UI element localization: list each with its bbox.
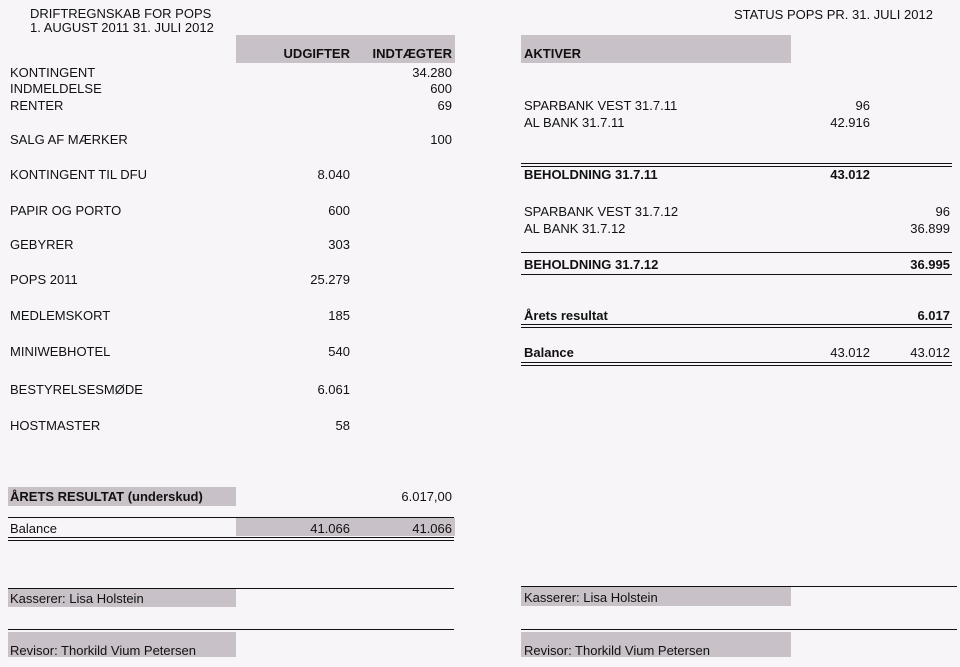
status-balance-value-2: 43.012: [910, 345, 950, 360]
cashier-signature: Kasserer: Lisa Holstein: [10, 591, 144, 606]
row-value: 42.916: [830, 115, 870, 130]
status-balance-value-1: 43.012: [830, 345, 870, 360]
row-label: GEBYRER: [10, 237, 74, 252]
row-label: KONTINGENT TIL DFU: [10, 167, 147, 182]
holding-2011-label: BEHOLDNING 31.7.11: [524, 167, 658, 182]
auditor-sign-line: [8, 629, 454, 630]
holding-2011-value: 43.012: [830, 167, 870, 182]
income-balance-label: Balance: [10, 521, 57, 536]
col-income-header: INDTÆGTER: [372, 46, 452, 61]
balance-bottom-rule: [8, 537, 454, 541]
row-value: 36.899: [910, 221, 950, 236]
holding-2012-rule: [521, 252, 952, 253]
row-label: SPARBANK VEST 31.7.11: [524, 98, 678, 113]
row-expense: 8.040: [317, 167, 350, 182]
document-title: DRIFTREGNSKAB FOR POPS: [30, 6, 212, 21]
row-label: AL BANK 31.7.11: [524, 115, 625, 130]
row-label: MINIWEBHOTEL: [10, 344, 111, 359]
row-expense: 58: [335, 418, 350, 433]
row-expense: 600: [328, 203, 350, 218]
row-label: KONTINGENT: [10, 65, 96, 80]
row-label: POPS 2011: [10, 272, 78, 287]
holding-2012-value: 36.995: [910, 257, 950, 272]
row-expense: 303: [328, 237, 350, 252]
row-expense: 25.279: [310, 272, 350, 287]
row-label: BESTYRELSESMØDE: [10, 382, 143, 397]
status-balance-label: Balance: [524, 345, 574, 360]
row-label: RENTER: [10, 98, 64, 113]
income-balance-expense: 41.066: [310, 521, 350, 536]
cashier-signature-right: Kasserer: Lisa Holstein: [524, 590, 658, 605]
holding-2012-bottom-rule: [521, 274, 952, 275]
row-value: 96: [855, 98, 870, 113]
holding-2012-label: BEHOLDNING 31.7.12: [524, 257, 659, 272]
auditor-signature-right: Revisor: Thorkild Vium Petersen: [524, 643, 710, 658]
status-title: STATUS POPS PR. 31. JULI 2012: [734, 7, 933, 22]
income-result-value: 6.017,00: [401, 489, 452, 504]
row-expense: 185: [328, 308, 350, 323]
row-label: SALG AF MÆRKER: [10, 132, 128, 147]
col-assets-header: AKTIVER: [524, 46, 582, 61]
row-label: MEDLEMSKORT: [10, 308, 111, 323]
row-label: AL BANK 31.7.12: [524, 221, 626, 236]
row-label: HOSTMASTER: [10, 418, 101, 433]
row-expense: 6.061: [317, 382, 350, 397]
row-label: INDMELDELSE: [10, 81, 102, 96]
status-balance-rule: [521, 362, 952, 366]
income-result-label: ÅRETS RESULTAT (underskud): [10, 489, 203, 504]
row-income: 600: [430, 81, 452, 96]
row-income: 100: [430, 132, 452, 147]
document-period: 1. AUGUST 2011 31. JULI 2012: [30, 20, 214, 35]
row-label: PAPIR OG PORTO: [10, 203, 122, 218]
row-value: 96: [935, 204, 950, 219]
auditor-sign-line-right: [521, 629, 957, 630]
status-result-rule: [521, 324, 952, 328]
status-result-value: 6.017: [917, 308, 950, 323]
row-expense: 540: [328, 344, 350, 359]
status-result-label: Årets resultat: [524, 308, 608, 323]
auditor-signature: Revisor: Thorkild Vium Petersen: [10, 643, 196, 658]
row-label: SPARBANK VEST 31.7.12: [524, 204, 679, 219]
row-income: 34.280: [412, 65, 452, 80]
income-balance-income: 41.066: [412, 521, 452, 536]
col-expenses-header: UDGIFTER: [283, 46, 350, 61]
row-income: 69: [437, 98, 452, 113]
